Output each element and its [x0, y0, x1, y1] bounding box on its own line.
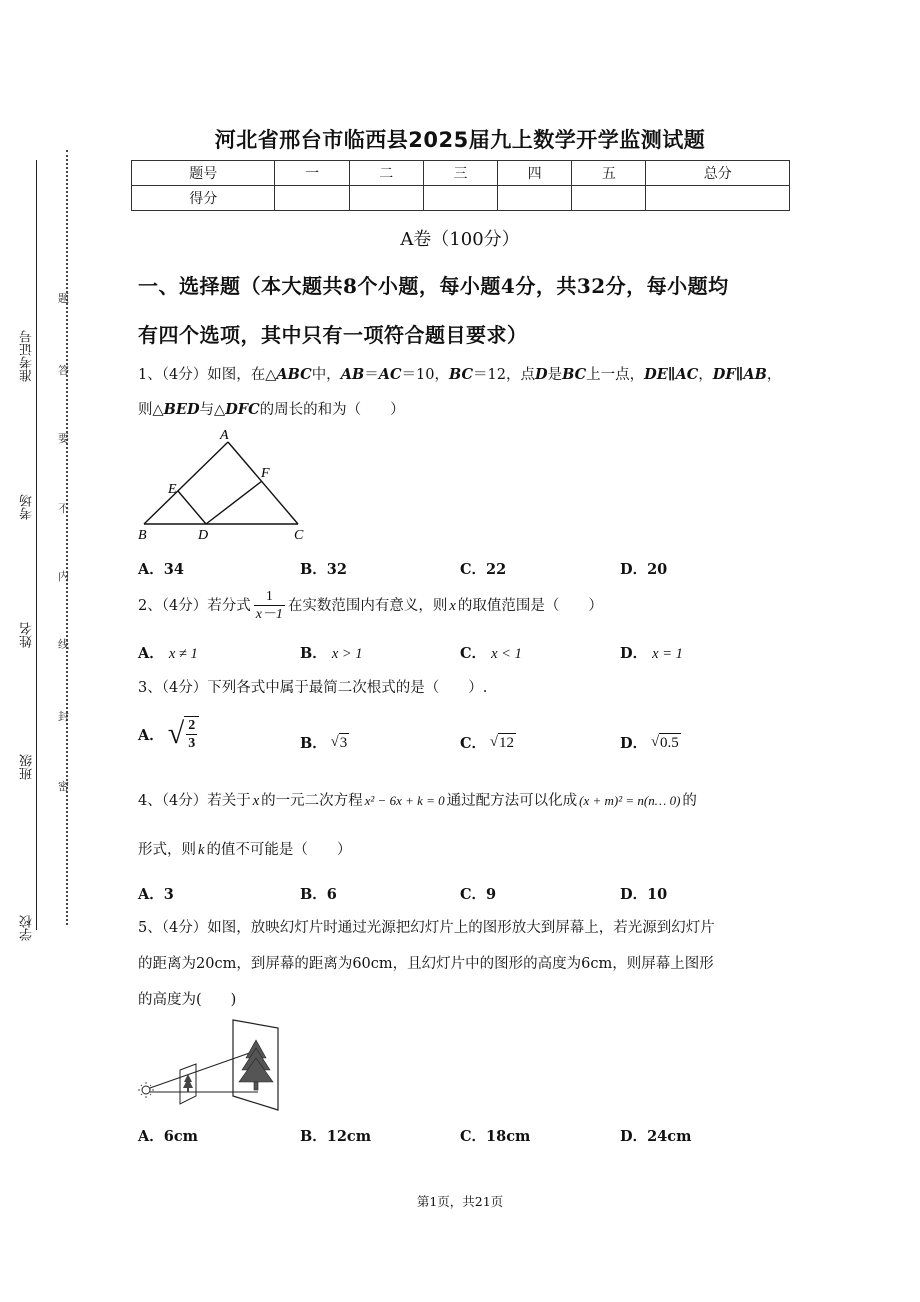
score-input-cell	[275, 186, 349, 211]
seal-note: 题	[58, 292, 69, 305]
seal-note: 不	[58, 502, 69, 515]
projector-figure	[138, 1018, 283, 1116]
question-1-line2: 则△BED与△DFC的周长的和为（ ）	[138, 401, 405, 418]
label-class: 班级	[20, 754, 35, 780]
part1-heading: 有四个选项，其中只有一项符合题目要求）	[138, 323, 528, 347]
score-cell: 四	[498, 161, 572, 186]
score-cell: 总分	[646, 161, 790, 186]
q5-option-b: B．12cm	[300, 1128, 372, 1145]
q4-option-d: D．10	[620, 886, 668, 903]
q2-option-d: D． x = 1	[620, 645, 683, 662]
seal-note: 内	[58, 570, 69, 583]
binding-line	[36, 160, 37, 930]
question-5-line3: 的高度为( )	[138, 992, 237, 1008]
seal-note: 密	[58, 780, 69, 793]
question-4: 4、（4分）若关于 x 的一元二次方程 x² − 6x + k = 0 通过配方法可以化成 (x + m)² = n(n… 0) 的	[138, 793, 697, 809]
q1-option-a: A．34	[138, 561, 184, 578]
score-cell: 得分	[132, 186, 275, 211]
vertex-label-b: B	[138, 528, 147, 543]
q5-option-a: A．6cm	[138, 1128, 199, 1145]
question-5-line2: 的距离为20cm，到屏幕的距离为60cm，且幻灯片中的图形的高度为6cm，则屏幕上图形	[138, 956, 714, 972]
score-cell: 五	[572, 161, 646, 186]
seal-note: 答	[58, 364, 69, 377]
q5-option-d: D．24cm	[620, 1128, 692, 1145]
part1-heading: 一、选择题（本大题共8个小题，每小题4分，共32分，每小题均	[138, 274, 729, 298]
page-footer: 第1页，共21页	[416, 1194, 504, 1209]
vertex-label-e: E	[168, 482, 177, 497]
question-4-line2: 形式，则 k 的值不可能是（ ）	[138, 842, 352, 858]
q4-option-c: C．9	[460, 886, 497, 903]
vertex-label-f: F	[261, 466, 270, 481]
q2-option-c: C． x < 1	[460, 645, 522, 662]
q4-option-a: A．3	[138, 886, 174, 903]
score-table	[131, 160, 790, 211]
label-name: 姓名	[20, 622, 35, 648]
label-school: 学校	[20, 915, 35, 941]
section-a-title: A卷（100分）	[400, 229, 520, 250]
q2-option-b: B． x > 1	[300, 645, 363, 662]
seal-note: 要	[58, 432, 69, 445]
score-input-cell	[646, 186, 790, 211]
score-input-cell	[423, 186, 497, 211]
triangle-figure	[138, 425, 318, 545]
question-1: 1、（4分）如图，在△ABC中，AB＝AC＝10，BC＝12，点D是BC上一点，DE∥AC，DF∥AB，	[138, 366, 782, 383]
seal-note: 线	[58, 638, 69, 651]
label-exam-room: 考场	[20, 494, 35, 520]
score-cell: 三	[423, 161, 497, 186]
q5-option-c: C．18cm	[460, 1128, 531, 1145]
q3-option-d: D． √ 0.5	[620, 734, 679, 752]
q1-option-c: C．22	[460, 561, 507, 578]
seal-note: 封	[58, 710, 69, 723]
q3-option-a: A． √ $\frac{2}{3}$	[138, 716, 199, 752]
page-title: 河北省邢台市临西县2025届九上数学开学监测试题	[214, 128, 706, 152]
vertex-label-c: C	[294, 528, 304, 543]
vertex-label-d: D	[198, 528, 209, 543]
q3-option-c: C． √ 12	[460, 734, 515, 752]
score-cell: 题号	[132, 161, 275, 186]
question-2: 2、（4分）若分式 $\frac{1}{x-1}$ 在实数范围内有意义，则 x 的取值范围是（ ）	[138, 589, 603, 622]
q1-option-d: D．20	[620, 561, 668, 578]
score-input-cell	[572, 186, 646, 211]
q4-option-b: B．6	[300, 886, 337, 903]
score-cell: 二	[349, 161, 423, 186]
binding-dotted-line	[66, 150, 68, 925]
score-table-score-row	[132, 186, 790, 211]
question-5: 5、（4分）如图，放映幻灯片时通过光源把幻灯片上的图形放大到屏幕上，若光源到幻灯片	[138, 920, 715, 936]
fraction: $\frac{1}{x-1}$	[255, 589, 283, 622]
q2-option-a: A． x ≠ 1	[138, 645, 198, 662]
q1-option-b: B．32	[300, 561, 347, 578]
score-cell: 一	[275, 161, 349, 186]
question-3: 3、（4分）下列各式中属于最简二次根式的是（ ）.	[138, 680, 488, 696]
score-input-cell	[349, 186, 423, 211]
q3-option-b: B． √ 3	[300, 734, 348, 752]
score-table-header-row	[132, 161, 790, 186]
score-input-cell	[498, 186, 572, 211]
vertex-label-a: A	[220, 428, 229, 443]
label-exam-number: 准考证号	[20, 330, 35, 382]
